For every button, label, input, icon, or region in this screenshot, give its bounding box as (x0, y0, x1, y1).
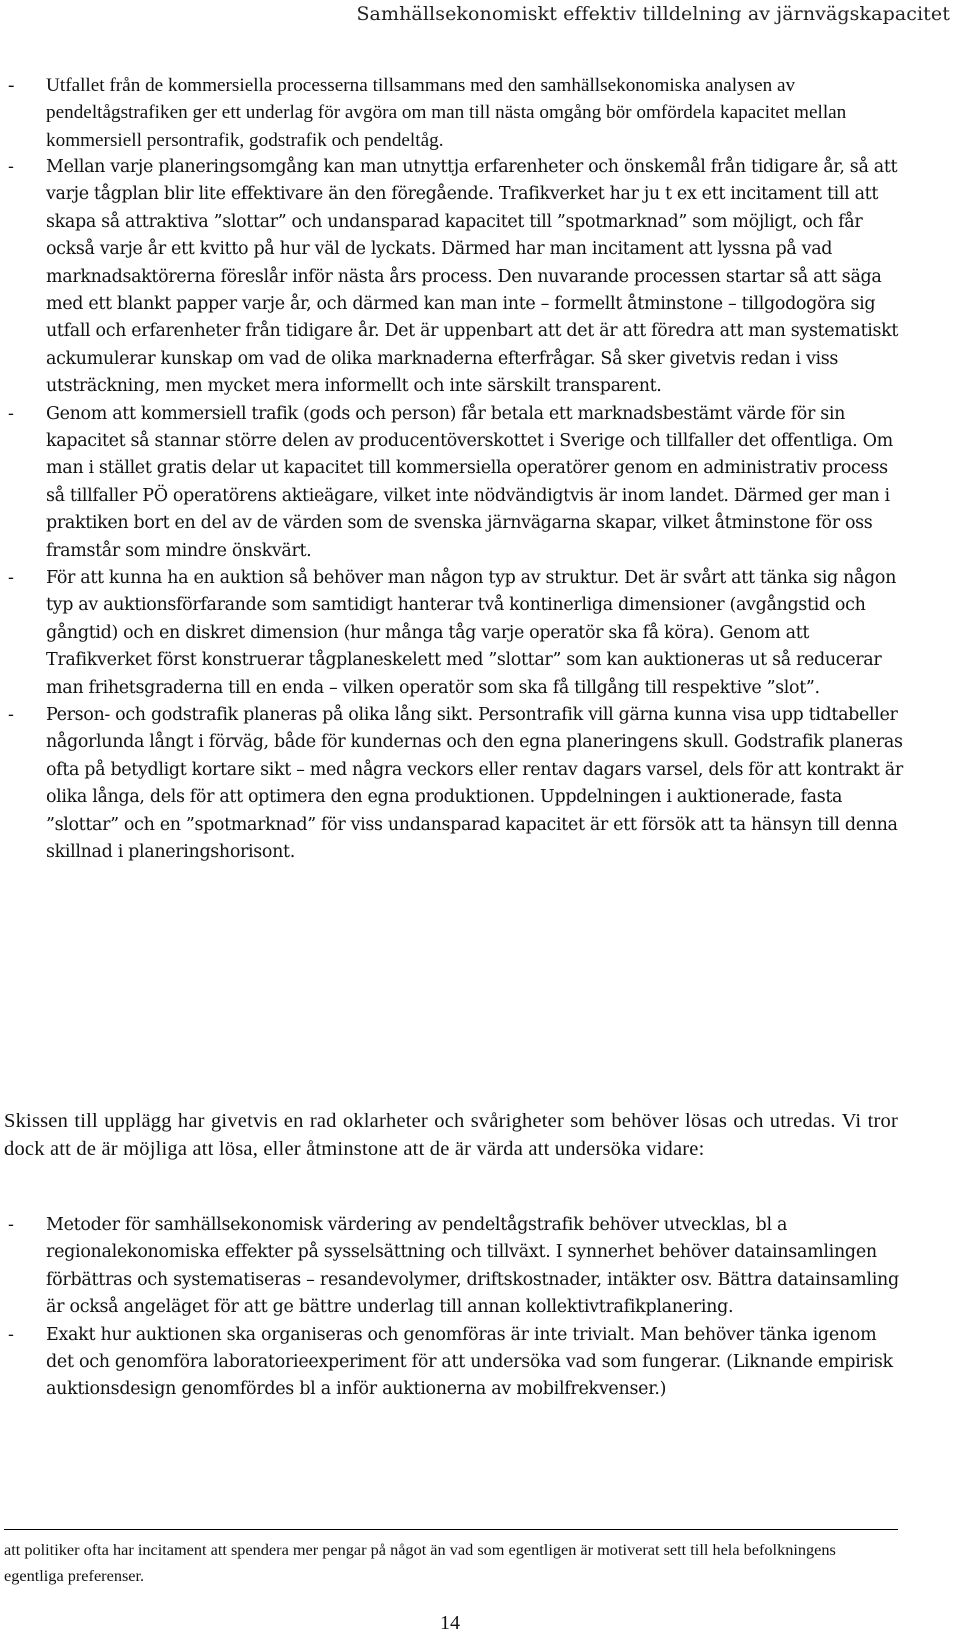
bullet-dash: - (8, 1215, 14, 1235)
list-item-text: Metoder för samhällsekonomisk värdering av pendeltågstrafik behöver utvecklas, bl a regionalekonomiska effekter på sysselsättning och tillväxt. I synnerhet behöver datainsamlingen förbättras och systematiseras – resandevolymer, driftskostnader, intäkter osv. Bättra datainsamling är också angeläget för att ge bättre underlag till annan kollektivtrafikplanering. (46, 1215, 899, 1318)
list-item (8, 154, 908, 401)
footnote-divider (4, 1529, 898, 1530)
list-item (8, 565, 908, 702)
bullet-dash: - (8, 567, 14, 588)
bullet-dash: - (8, 403, 14, 424)
list-item (8, 72, 908, 154)
bullet-dash: - (8, 1324, 14, 1345)
list-item-text: Person- och godstrafik planeras på olika lång sikt. Persontrafik vill gärna kunna visa upp tidtabeller någorlunda långt i förväg, både för kundernas och den egna planeringens skull. Godstrafik planeras ofta på betydligt kortare sikt – med några veckors eller rentav dagars varsel, dels för att kontrakt är olika långa, dels för att optimera den egna produktionen. Uppdelningen i auktionerade, fasta ”slottar” och en ”spotmarknad” för viss undansparad kapacitet är ett försök att ta hänsyn till denna skillnad i planeringshorisont. (46, 705, 903, 863)
list-item-text: Exakt hur auktionen ska organiseras och genomföras är inte trivialt. Man behöver tänka igenom det och genomföra laboratorieexperiment för att undersöka vad som fungerar. (Liknande empirisk auktionsdesign genomfördes bl a inför auktionerna av mobilfrekvenser.) (46, 1324, 893, 1400)
list-item-text: Mellan varje planeringsomgång kan man utnyttja erfarenheter och önskemål från tidigare år, så att varje tågplan blir lite effektivare än den föregående. Trafikverket har ju t ex ett incitament till att skapa så attraktiva ”slottar” och undansparad kapacitet till ”spotmarknad” som möjligt, och får också varje år ett kvitto på hur väl de lyckats. Därmed har man incitament att lyssna på vad marknadsaktörerna föreslår inför nästa års process. Den nuvarande processen startar så att säga med ett blankt papper varje år, och därmed kan man inte – formellt åtminstone – tillgodogöra sig utfall och erfarenheter från tidigare år. Det är uppenbart att det är att föredra att man systematiskt ackumulerar kunskap om vad de olika marknaderna efterfrågar. Så sker givetvis redan i viss utsträckning, men mycket mera informellt och inte särskilt transparent. (46, 156, 899, 397)
page-number: 14 (440, 1612, 460, 1634)
running-header: Samhällsekonomiskt effektiv tilldelning av järnvägskapacitet (356, 3, 950, 25)
footnote: att politiker ofta har incitament att spendera mer pengar på något än vad som egentligen är motiverat sett till hela befolkningens egentliga preferenser. (4, 1540, 836, 1585)
bullet-dash: - (8, 705, 14, 726)
bullet-list-main (8, 72, 908, 866)
list-item (8, 401, 908, 565)
list-item-text: Utfallet från de kommersiella processerna tillsammans med den samhällsekonomiska analysen av pendeltågstrafiken ger ett underlag för avgöra om man till nästa omgång bör omfördela kapacitet mellan kommersiell persontrafik, godstrafik och pendeltåg. (46, 75, 847, 151)
list-item (8, 1212, 908, 1322)
list-item (8, 702, 908, 866)
list-item-text: Genom att kommersiell trafik (gods och person) får betala ett marknadsbestämt värde för sin kapacitet så stannar större delen av producentöverskottet i Sverige och tillfaller det offentliga. Om man i stället gratis delar ut kapacitet till kommersiella operatörer genom en administrativ process så tillfaller PÖ operatörens aktieägare, vilket inte nödvändigtvis är inom landet. Därmed ger man i praktiken bort en del av de värden som de svenska järnvägarna skapar, vilket åtminstone för oss framstår som mindre önskvärt. (46, 403, 893, 561)
body-paragraph: Skissen till upplägg har givetvis en rad oklarheter och svårigheter som behöver lösas och utredas. Vi tror dock att de är möjliga att lösa, eller åtminstone att de är värda att undersöka vidare: (4, 1110, 898, 1161)
bullet-dash: - (8, 75, 15, 96)
list-item (8, 1322, 908, 1404)
bullet-list-open-issues (8, 1212, 908, 1404)
list-item-text: För att kunna ha en auktion så behöver man någon typ av struktur. Det är svårt att tänka sig någon typ av auktionsförfarande som samtidigt hanterar två kontinerliga dimensioner (avgångstid och gångtid) och en diskret dimension (hur många tåg varje operatör ska få köra). Genom att Trafikverket först konstruerar tågplaneskelett med ”slottar” som kan auktioneras ut så reducerar man frihetsgraderna till en enda – vilken operatör som ska få tillgång till respektive ”slot”. (46, 567, 896, 698)
bullet-dash: - (8, 156, 14, 177)
